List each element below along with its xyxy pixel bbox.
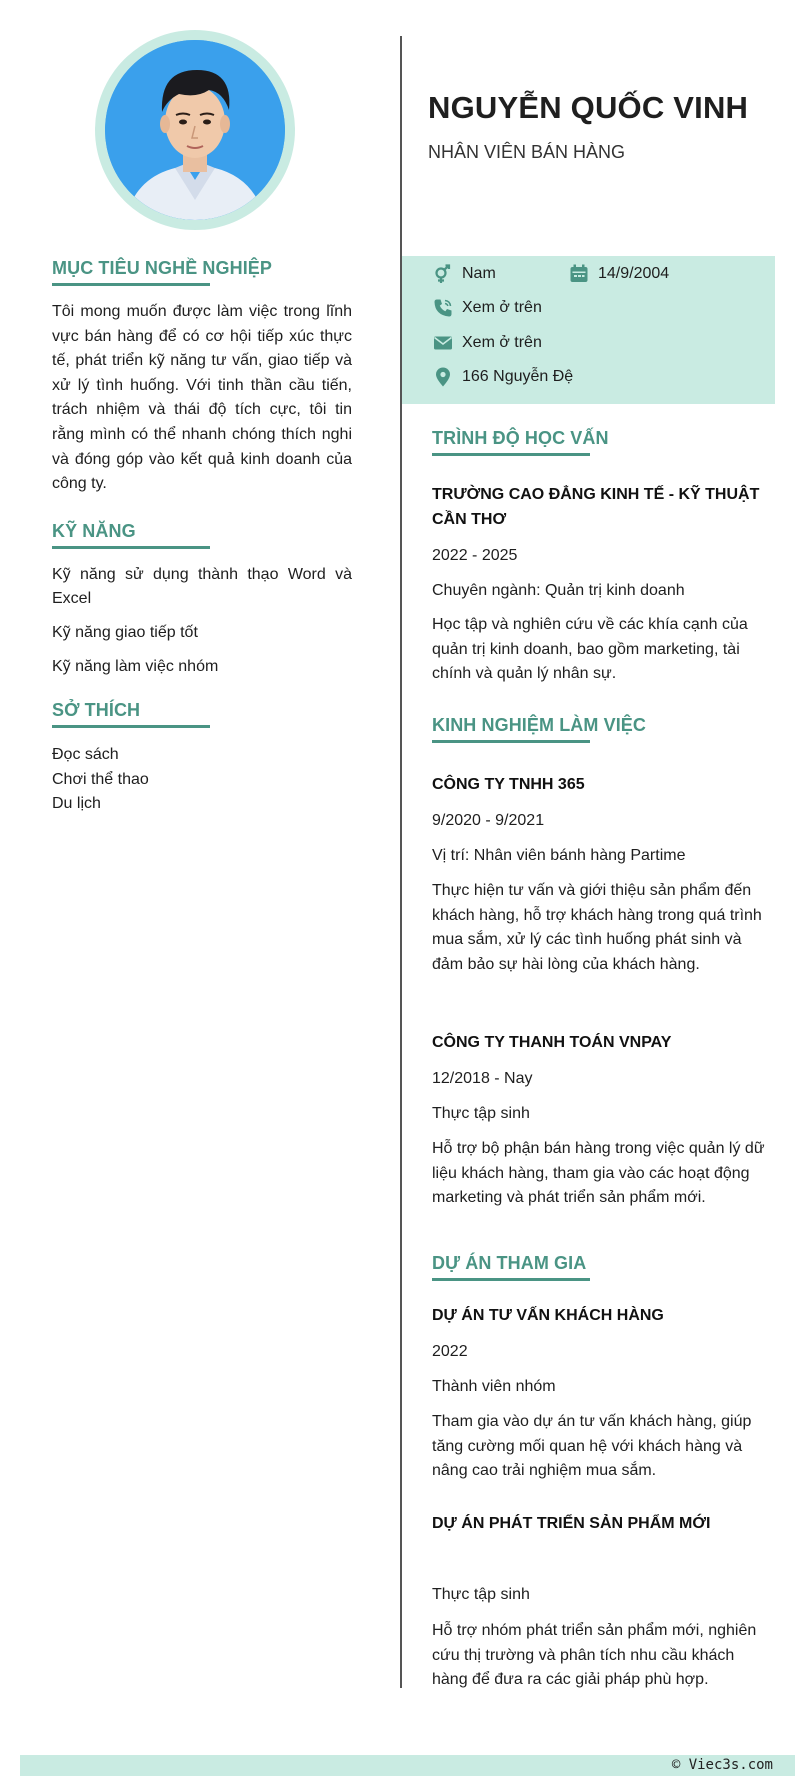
project-role: Thành viên nhóm [432,1378,556,1395]
profile-photo [105,40,285,220]
job-description: Thực hiện tư vấn và giới thiệu sản phẩm đến khách hàng, hỗ trợ khách hàng trong quá trình mua sắm, xử lý các tình huống phát sinh và đảm bảo sự hài lòng của khách hàng. [432,882,762,973]
education-period: 2022 - 2025 [432,547,518,564]
project-name: DỰ ÁN PHÁT TRIỂN SẢN PHẨM MỚI [432,1515,711,1532]
phone-value: Xem ở trên [462,299,542,316]
contact-address [432,367,573,387]
section-underline [52,546,210,549]
skills-list [52,563,352,689]
projects-section-header [432,1253,772,1281]
contact-email [432,333,542,353]
education-major: Chuyên ngành: Quản trị kinh doanh [432,582,685,599]
watermark[interactable]: © Viec3s.com [671,1757,773,1773]
gender-icon [432,264,454,284]
hobbies-section-header [52,700,362,728]
hobbies-title: SỞ THÍCH [52,700,141,720]
skills-section-header [52,521,362,549]
projects-title: DỰ ÁN THAM GIA [432,1253,587,1273]
project-name: DỰ ÁN TƯ VẤN KHÁCH HÀNG [432,1307,664,1324]
project-description: Hỗ trợ nhóm phát triển sản phẩm mới, nghiên cứu thị trường và phân tích nhu cầu khách hàng để đưa ra các giải pháp phù hợp. [432,1622,757,1688]
birthday-value: 14/9/2004 [598,265,670,282]
job-company: CÔNG TY THANH TOÁN VNPAY [432,1034,672,1051]
skills-title: KỸ NĂNG [52,521,136,541]
project-role: Thực tập sinh [432,1586,530,1603]
hobbies-list [52,743,352,817]
contact-gender [432,264,496,284]
job-period: 9/2020 - 9/2021 [432,812,545,829]
section-underline [432,740,590,743]
section-underline [432,1278,590,1281]
location-icon [432,367,454,387]
section-underline [432,453,590,456]
education-title: TRÌNH ĐỘ HỌC VẤN [432,428,609,448]
section-underline [52,283,210,286]
hobby-item: Đọc sách [52,746,119,763]
hobby-item: Du lịch [52,795,101,812]
job-company: CÔNG TY TNHH 365 [432,776,585,793]
calendar-icon [568,264,590,284]
email-icon [432,333,454,353]
avatar [105,40,285,220]
project-description: Tham gia vào dự án tư vấn khách hàng, giúp tăng cường mối quan hệ với khách hàng và nâng cao trải nghiệm mua sắm. [432,1413,752,1479]
objective-section-header [52,258,362,286]
education-section-header [432,428,772,456]
candidate-name: NGUYỄN QUỐC VINH [428,90,749,125]
project-year: 2022 [432,1343,468,1360]
job-position: Thực tập sinh [432,1105,530,1122]
contact-phone [432,298,542,318]
school-name: TRƯỜNG CAO ĐẲNG KINH TẾ - KỸ THUẬT CẦN THƠ [432,486,760,528]
job-description: Hỗ trợ bộ phận bán hàng trong việc quản lý dữ liệu khách hàng, tham gia vào các hoạt động marketing và phát triển sản phẩm mới. [432,1140,765,1206]
job-position: Vị trí: Nhân viên bánh hàng Partime [432,847,686,864]
education-description: Học tập và nghiên cứu về các khía cạnh của quản trị kinh doanh, bao gồm marketing, tài chính và quản lý nhân sự. [432,616,748,682]
candidate-role: NHÂN VIÊN BÁN HÀNG [428,142,626,162]
objective-text: Tôi mong muốn được làm việc trong lĩnh vực bán hàng để có cơ hội tiếp xúc thực tế, phát triển kỹ năng tư vấn, giao tiếp và xử lý tình huống. Với tinh thần cầu tiến, trách nhiệm và thái độ tích cực, tôi tin rằng mình có thể nhanh chóng thích nghi và đóng góp vào kết quả kinh doanh của công ty. [52,303,352,493]
phone-icon [432,298,454,318]
email-value: Xem ở trên [462,334,542,351]
section-underline [52,725,210,728]
job-period: 12/2018 - Nay [432,1070,533,1087]
skill-item: Kỹ năng giao tiếp tốt [52,624,198,641]
gender-value: Nam [462,265,496,282]
skill-item: Kỹ năng sử dụng thành thạo Word và Excel [52,566,352,607]
address-value: 166 Nguyễn Đệ [462,368,574,385]
hobby-item: Chơi thể thao [52,770,149,788]
objective-title: MỤC TIÊU NGHỀ NGHIỆP [52,258,273,278]
experience-section-header [432,715,772,743]
footer-bar [20,1755,795,1776]
experience-title: KINH NGHIỆM LÀM VIỆC [432,715,647,735]
contact-panel [402,256,775,404]
skill-item: Kỹ năng làm việc nhóm [52,658,219,675]
contact-birthday [568,264,669,284]
